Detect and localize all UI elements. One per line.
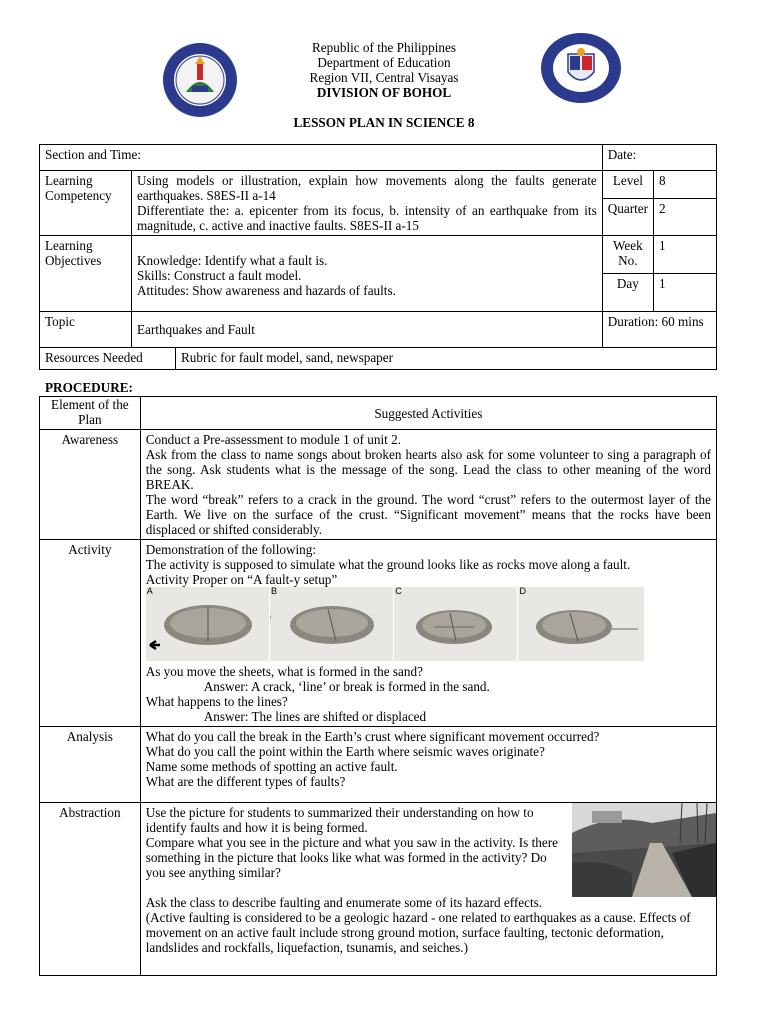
- procedure-table: [39, 396, 717, 976]
- activity-line-1: Demonstration of the following:: [145, 542, 317, 557]
- photo-label-a: A: [146, 587, 153, 596]
- day-label: Day: [602, 274, 653, 312]
- topic-label: Topic: [40, 312, 132, 348]
- objectives-text: [131, 236, 602, 312]
- activity-answer-2: Answer: The lines are shifted or displaced: [203, 709, 427, 724]
- header-line-3: Region VII, Central Visayas: [309, 70, 459, 85]
- level-value: 8: [654, 171, 717, 199]
- fault-setup-photos: [146, 587, 644, 661]
- objective-knowledge: Knowledge: Identify what a fault is.: [136, 253, 328, 268]
- day-value: 1: [654, 274, 717, 312]
- lesson-info-table: [39, 144, 717, 370]
- awareness-line-3: The word “break” refers to a crack in the ground. The word “crust” refers to the outermost layer of the Earth. We live on the surface of the crust. “Significant movement” means that the rocks have been displaced or shifted considerably.: [145, 492, 711, 537]
- awareness-line-1: Conduct a Pre-assessment to module 1 of unit 2.: [145, 432, 401, 447]
- document-header: [230, 40, 538, 100]
- topic-value: Earthquakes and Fault: [131, 312, 602, 348]
- activity-content: [140, 540, 716, 727]
- photo-c: [394, 587, 518, 661]
- awareness-content: [140, 430, 716, 540]
- analysis-line-3: Name some methods of spotting an active fault.: [145, 759, 398, 774]
- photo-d: [518, 587, 643, 661]
- activity-question-1: As you move the sheets, what is formed in the sand?: [145, 664, 423, 679]
- photo-label-c: C: [395, 587, 402, 596]
- analysis-line-2: What do you call the point within the Earth where seismic waves originate?: [145, 744, 545, 759]
- level-label: Level: [602, 171, 653, 199]
- competency-1: Using models or illustration, explain how movements along the faults generate earthquakes. S8ES-II a-14: [136, 173, 597, 203]
- header-line-1: Republic of the Philippines: [312, 40, 456, 55]
- competency-2: Differentiate the: a. epicenter from its focus, b. intensity of an earthquake from its magnitude, c. active and inactive faults. S8ES-II a-15: [136, 203, 597, 233]
- activity-answer-1: Answer: A crack, ‘line’ or break is formed in the sand.: [203, 679, 490, 694]
- header-line-2: Department of Education: [317, 55, 451, 70]
- awareness-label: Awareness: [40, 430, 141, 540]
- analysis-line-4: What are the different types of faults?: [145, 774, 346, 789]
- photo-label-d: D: [519, 587, 526, 596]
- abstraction-p1: Use the picture for students to summarized their understanding on how to identify faults and how it is being formed.: [145, 805, 534, 835]
- objectives-label: Learning Objectives: [40, 236, 132, 312]
- activity-question-2: What happens to the lines?: [145, 694, 288, 709]
- abstraction-content: [140, 803, 716, 976]
- objective-skills: Skills: Construct a fault model.: [136, 268, 302, 283]
- objective-attitudes: Attitudes: Show awareness and hazards of faults.: [136, 283, 396, 298]
- activity-label: Activity: [40, 540, 141, 727]
- col-activities-header: Suggested Activities: [140, 397, 716, 430]
- procedure-heading: PROCEDURE:: [45, 380, 133, 395]
- quarter-label: Quarter: [602, 199, 653, 236]
- abstraction-p3: Ask the class to describe faulting and enumerate some of its hazard effects.: [145, 895, 543, 910]
- deped-national-seal: [540, 32, 622, 104]
- section-time-label: Section and Time:: [40, 145, 603, 171]
- deped-bohol-seal: [162, 42, 238, 118]
- resources-value: Rubric for fault model, sand, newspaper: [175, 348, 716, 370]
- competency-text: [131, 171, 602, 236]
- awareness-line-2: Ask from the class to name songs about broken hearts also ask for some volunteer to sing a paragraph of the song. Ask students what is the message of the song. Lead the class to other meaning of the word BREAK.: [145, 447, 711, 492]
- date-label: Date:: [602, 145, 716, 171]
- duration: Duration: 60 mins: [602, 312, 716, 348]
- abstraction-p2: Compare what you see in the picture and what you saw in the activity. Is there something in the picture that looks like what was formed in the activity? Do you see anything similar?: [145, 835, 558, 880]
- quarter-value: 2: [654, 199, 717, 236]
- activity-line-3: Activity Proper on “A fault-y setup”: [145, 572, 338, 587]
- resources-label: Resources Needed: [40, 348, 176, 370]
- week-value: 1: [654, 236, 717, 274]
- road-fault-photo: [572, 803, 716, 897]
- abstraction-label: Abstraction: [40, 803, 141, 976]
- header-line-4: DIVISION OF BOHOL: [316, 85, 452, 100]
- col-element-header: Element of the Plan: [40, 397, 141, 430]
- photo-b: [270, 587, 394, 661]
- competency-label: Learning Competency: [40, 171, 132, 236]
- photo-a: [146, 587, 270, 661]
- activity-line-2: The activity is supposed to simulate what the ground looks like as rocks move along a fault.: [145, 557, 631, 572]
- week-label: Week No.: [602, 236, 653, 274]
- analysis-line-1: What do you call the break in the Earth’s crust where significant movement occurred?: [145, 729, 600, 744]
- analysis-label: Analysis: [40, 727, 141, 803]
- page-title: LESSON PLAN IN SCIENCE 8: [293, 115, 475, 130]
- abstraction-p4: (Active faulting is considered to be a geologic hazard - one related to earthquakes as a cause. Effects of movement on an active fault include strong ground motion, surface faulting, tectonic deformation, landslides and rockfalls, liquefaction, tsunamis, and seiches.): [145, 910, 691, 955]
- analysis-content: [140, 727, 716, 803]
- photo-label-b: B: [270, 587, 277, 596]
